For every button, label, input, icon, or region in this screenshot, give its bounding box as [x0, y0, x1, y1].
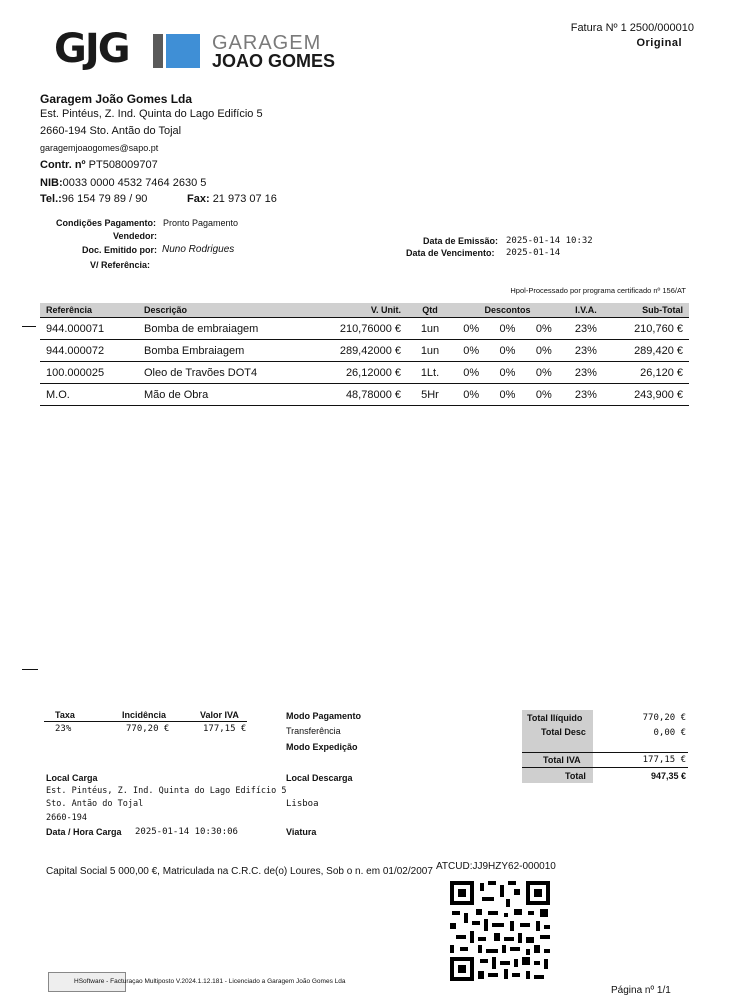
- qr-code: [448, 879, 552, 983]
- total-iliquido-value: 770,20 €: [642, 713, 686, 723]
- table-row: [40, 384, 689, 406]
- page-number: Página nº 1/1: [611, 985, 671, 996]
- local-descarga-value: Lisboa: [286, 799, 319, 809]
- local-carga-label: Local Carga: [46, 773, 98, 783]
- cell-subtotal: 210,760 €: [610, 318, 689, 340]
- table-row: [40, 318, 689, 340]
- totals-rule: [522, 752, 688, 753]
- cell-desc: Mão de Obra: [138, 384, 315, 406]
- cell-disc3: 0%: [526, 318, 562, 340]
- modo-pagamento-value: Transferência: [286, 726, 341, 736]
- cell-disc3: 0%: [526, 340, 562, 362]
- cell-disc2: 0%: [489, 362, 525, 384]
- local-descarga-label: Local Descarga: [286, 773, 353, 783]
- company-address1: Est. Pintéus, Z. Ind. Quinta do Lago Edifício 5: [40, 108, 263, 120]
- cell-subtotal: 289,420 €: [610, 340, 689, 362]
- cell-iva: 23%: [562, 340, 610, 362]
- cell-disc3: 0%: [526, 384, 562, 406]
- emissao-value: 2025-01-14 10:32: [506, 236, 593, 246]
- cell-qtd: 5Hr: [407, 384, 453, 406]
- col-vunit: V. Unit.: [315, 303, 407, 318]
- total-iva-value: 177,15 €: [642, 755, 686, 765]
- fax-value: 21 973 07 16: [212, 193, 277, 205]
- cell-iva: 23%: [562, 362, 610, 384]
- col-referencia: Referência: [40, 303, 138, 318]
- col-descricao: Descrição: [138, 303, 315, 318]
- fax-label: Fax:: [187, 193, 210, 205]
- atcud-code: ATCUD:JJ9HZY62-000010: [436, 861, 556, 872]
- logo-bar: [153, 34, 163, 68]
- cell-desc: Bomba de embraiagem: [138, 318, 315, 340]
- invoice-number: Fatura Nº 1 2500/000010: [570, 22, 694, 34]
- doc-label: Doc. Emitido por:: [82, 245, 157, 255]
- local-carga-line1: Est. Pintéus, Z. Ind. Quinta do Lago Edifício 5: [46, 786, 287, 796]
- cell-subtotal: 26,120 €: [610, 362, 689, 384]
- cell-disc2: 0%: [489, 384, 525, 406]
- company-name: Garagem João Gomes Lda: [40, 92, 193, 106]
- tax-incidencia: 770,20 €: [126, 724, 170, 734]
- modo-expedicao-label: Modo Expedição: [286, 742, 358, 752]
- total-iliquido-label: Total Ilíquido: [527, 713, 583, 723]
- logo-line1: GARAGEM: [212, 32, 322, 54]
- company-nib: [40, 177, 206, 189]
- data-carga-value: 2025-01-14 10:30:06: [135, 827, 238, 837]
- vendedor-label: Vendedor:: [113, 231, 158, 241]
- cell-desc: Bomba Embraiagem: [138, 340, 315, 362]
- items-header-row: [40, 303, 689, 318]
- nib-label: NIB:: [40, 177, 63, 189]
- tax-header-taxa: Taxa: [55, 710, 75, 720]
- cell-disc1: 0%: [453, 362, 489, 384]
- tax-valor: 177,15 €: [203, 724, 247, 734]
- vencimento-label: Data de Vencimento:: [406, 248, 495, 258]
- vencimento-value: 2025-01-14: [506, 248, 561, 258]
- col-descontos: Descontos: [453, 303, 562, 318]
- cell-qtd: 1un: [407, 318, 453, 340]
- total-iva-label: Total IVA: [543, 755, 581, 765]
- col-iva: I.V.A.: [562, 303, 610, 318]
- contr-value: PT508009707: [88, 159, 158, 171]
- cell-iva: 23%: [562, 384, 610, 406]
- software-note: HSoftware - Facturaçao Multiposto V.2024.1.12.181 - Licenciado a Garagem João Gomes Lda: [74, 978, 346, 985]
- cell-unit: 26,12000 €: [315, 362, 407, 384]
- col-subtotal: Sub-Total: [610, 303, 689, 318]
- modo-pagamento-label: Modo Pagamento: [286, 711, 362, 721]
- cell-disc2: 0%: [489, 318, 525, 340]
- cell-disc1: 0%: [453, 340, 489, 362]
- company-contr: [40, 159, 158, 171]
- local-carga-line2: Sto. Antão do Tojal: [46, 799, 144, 809]
- cell-disc3: 0%: [526, 362, 562, 384]
- local-carga-line3: 2660-194: [46, 813, 87, 823]
- cell-ref: M.O.: [40, 384, 138, 406]
- certification-note: Hpol-Processado por programa certificado nº 156/AT: [510, 286, 686, 295]
- cell-qtd: 1un: [407, 340, 453, 362]
- table-row: [40, 340, 689, 362]
- emissao-label: Data de Emissão:: [423, 236, 499, 246]
- logo-square: [166, 34, 200, 68]
- company-fax: [187, 193, 277, 205]
- cell-desc: Oleo de Travões DOT4: [138, 362, 315, 384]
- data-carga-label: Data / Hora Carga: [46, 827, 122, 837]
- cell-disc1: 0%: [453, 384, 489, 406]
- fold-mark: [22, 669, 38, 670]
- cell-ref: 100.000025: [40, 362, 138, 384]
- tax-rule: [44, 721, 247, 722]
- cell-unit: 48,78000 €: [315, 384, 407, 406]
- cell-iva: 23%: [562, 318, 610, 340]
- fold-mark: [22, 326, 36, 327]
- cond-label: Condições Pagamento:: [56, 218, 157, 228]
- logo-letters: GJG: [54, 26, 129, 72]
- copy-label: Original: [636, 37, 682, 49]
- nib-value: 0033 0000 4532 7464 2630 5: [62, 177, 207, 189]
- tax-header-valor: Valor IVA: [200, 710, 239, 720]
- tax-taxa: 23%: [55, 724, 72, 734]
- cell-qtd: 1Lt.: [407, 362, 453, 384]
- viatura-label: Viatura: [286, 827, 317, 837]
- total-desc-label: Total Desc: [541, 727, 586, 737]
- company-tel: [40, 193, 147, 205]
- contr-label: Contr. nº: [40, 159, 86, 171]
- cell-unit: 289,42000 €: [315, 340, 407, 362]
- cell-unit: 210,76000 €: [315, 318, 407, 340]
- tel-value: 96 154 79 89 / 90: [61, 193, 148, 205]
- ref-label: V/ Referência:: [90, 260, 151, 270]
- tax-header-incidencia: Incidência: [122, 710, 167, 720]
- totals-rule: [522, 767, 688, 768]
- company-address2: 2660-194 Sto. Antão do Tojal: [40, 125, 182, 137]
- total-desc-value: 0,00 €: [653, 728, 686, 738]
- capital-social: Capital Social 5 000,00 €, Matriculada na C.R.C. de(o) Loures, Sob o n. em 01/02/2007: [46, 866, 433, 877]
- cell-ref: 944.000071: [40, 318, 138, 340]
- company-email: garagemjoaogomes@sapo.pt: [40, 143, 159, 153]
- col-qtd: Qtd: [407, 303, 453, 318]
- table-row: [40, 362, 689, 384]
- logo-line2: JOAO GOMES: [212, 51, 336, 71]
- cell-ref: 944.000072: [40, 340, 138, 362]
- cell-subtotal: 243,900 €: [610, 384, 689, 406]
- cell-disc1: 0%: [453, 318, 489, 340]
- items-table: [40, 303, 689, 406]
- total-label: Total: [565, 771, 586, 781]
- doc-value: Nuno Rodrigues: [162, 244, 235, 255]
- total-value: 947,35 €: [650, 771, 686, 781]
- cell-disc2: 0%: [489, 340, 525, 362]
- cond-value: Pronto Pagamento: [163, 218, 239, 228]
- tel-label: Tel.:: [40, 193, 62, 205]
